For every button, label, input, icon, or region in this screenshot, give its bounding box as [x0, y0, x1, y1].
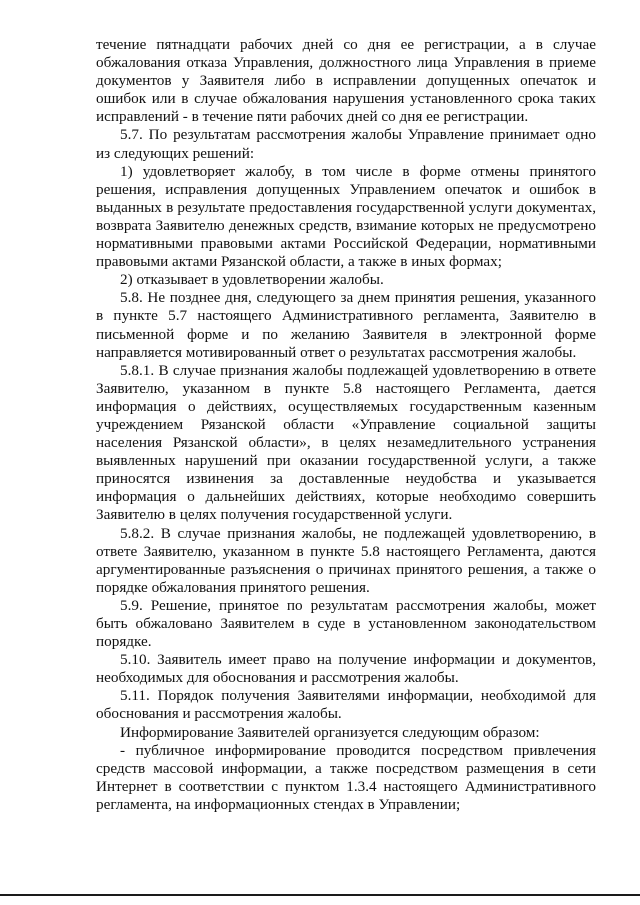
paragraph-5-7-item-1: 1) удовлетворяет жалобу, в том числе в форме отмены принятого решения, исправления допущенных Управлением опечаток и ошибок в выданных в результате предоставления государственной услуги документах, возврата Заявителю денежных средств, взимание которых не предусмотрено нормативными правовыми актами Российской Федерации, нормативными правовыми актами Рязанской области, а также в иных формах;	[96, 162, 596, 271]
paragraph-5-11: 5.11. Порядок получения Заявителями информации, необходимой для обоснования и рассмотрения жалобы.	[96, 687, 596, 723]
paragraph-5-8-2: 5.8.2. В случае признания жалобы, не подлежащей удовлетворению, в ответе Заявителю, указанном в пункте 5.8 настоящего Регламента, даются аргументированные разъяснения о причинах принятого решения, а также о порядке обжалования принятого решения.	[96, 524, 596, 596]
paragraph-continuation: течение пятнадцати рабочих дней со дня ее регистрации, а в случае обжалования отказа Управления, должностного лица Управления в приеме документов у Заявителя либо в исправлении допущенных опечаток и ошибок или в случае обжалования нарушения установленного срока таких исправлений - в течение пяти рабочих дней со дня ее регистрации.	[96, 36, 596, 126]
paragraph-5-8-1: 5.8.1. В случае признания жалобы подлежащей удовлетворению в ответе Заявителю, указанном в пункте 5.8 настоящего Регламента, дается информация о действиях, осуществляемых государственным казенным учреждением Рязанской области «Управление социальной защиты населения Рязанской области», в целях незамедлительного устранения выявленных нарушений при оказании государственной услуги, а также приносятся извинения за доставленные неудобства и указывается информация о дальнейших действиях, которые необходимо совершить Заявителю в целях получения государственной услуги.	[96, 361, 596, 524]
paragraph-5-10: 5.10. Заявитель имеет право на получение информации и документов, необходимых для обоснования и рассмотрения жалобы.	[96, 651, 596, 687]
page-bottom-edge-line	[0, 894, 640, 896]
paragraph-informing: Информирование Заявителей организуется следующим образом:	[120, 723, 540, 741]
paragraph-5-7: 5.7. По результатам рассмотрения жалобы Управление принимает одно из следующих решений:	[96, 126, 596, 162]
paragraph-5-9: 5.9. Решение, принятое по результатам рассмотрения жалобы, может быть обжаловано Заявителем в суде в установленном законодательством порядке.	[96, 596, 596, 651]
body-text	[96, 36, 596, 814]
paragraph-5-7-item-2: 2) отказывает в удовлетворении жалобы.	[120, 271, 384, 289]
paragraph-public-informing: - публичное информирование проводится посредством привлечения средств массовой информации, а также посредством размещения в сети Интернет в соответствии с пунктом 1.3.4 настоящего Административного регламента, на информационных стендах в Управлении;	[96, 741, 596, 813]
paragraph-5-8: 5.8. Не позднее дня, следующего за днем принятия решения, указанного в пункте 5.7 настоящего Административного регламента, Заявителю в письменной форме и по желанию Заявителя в электронной форме направляется мотивированный ответ о результатах рассмотрения жалобы.	[96, 289, 596, 361]
